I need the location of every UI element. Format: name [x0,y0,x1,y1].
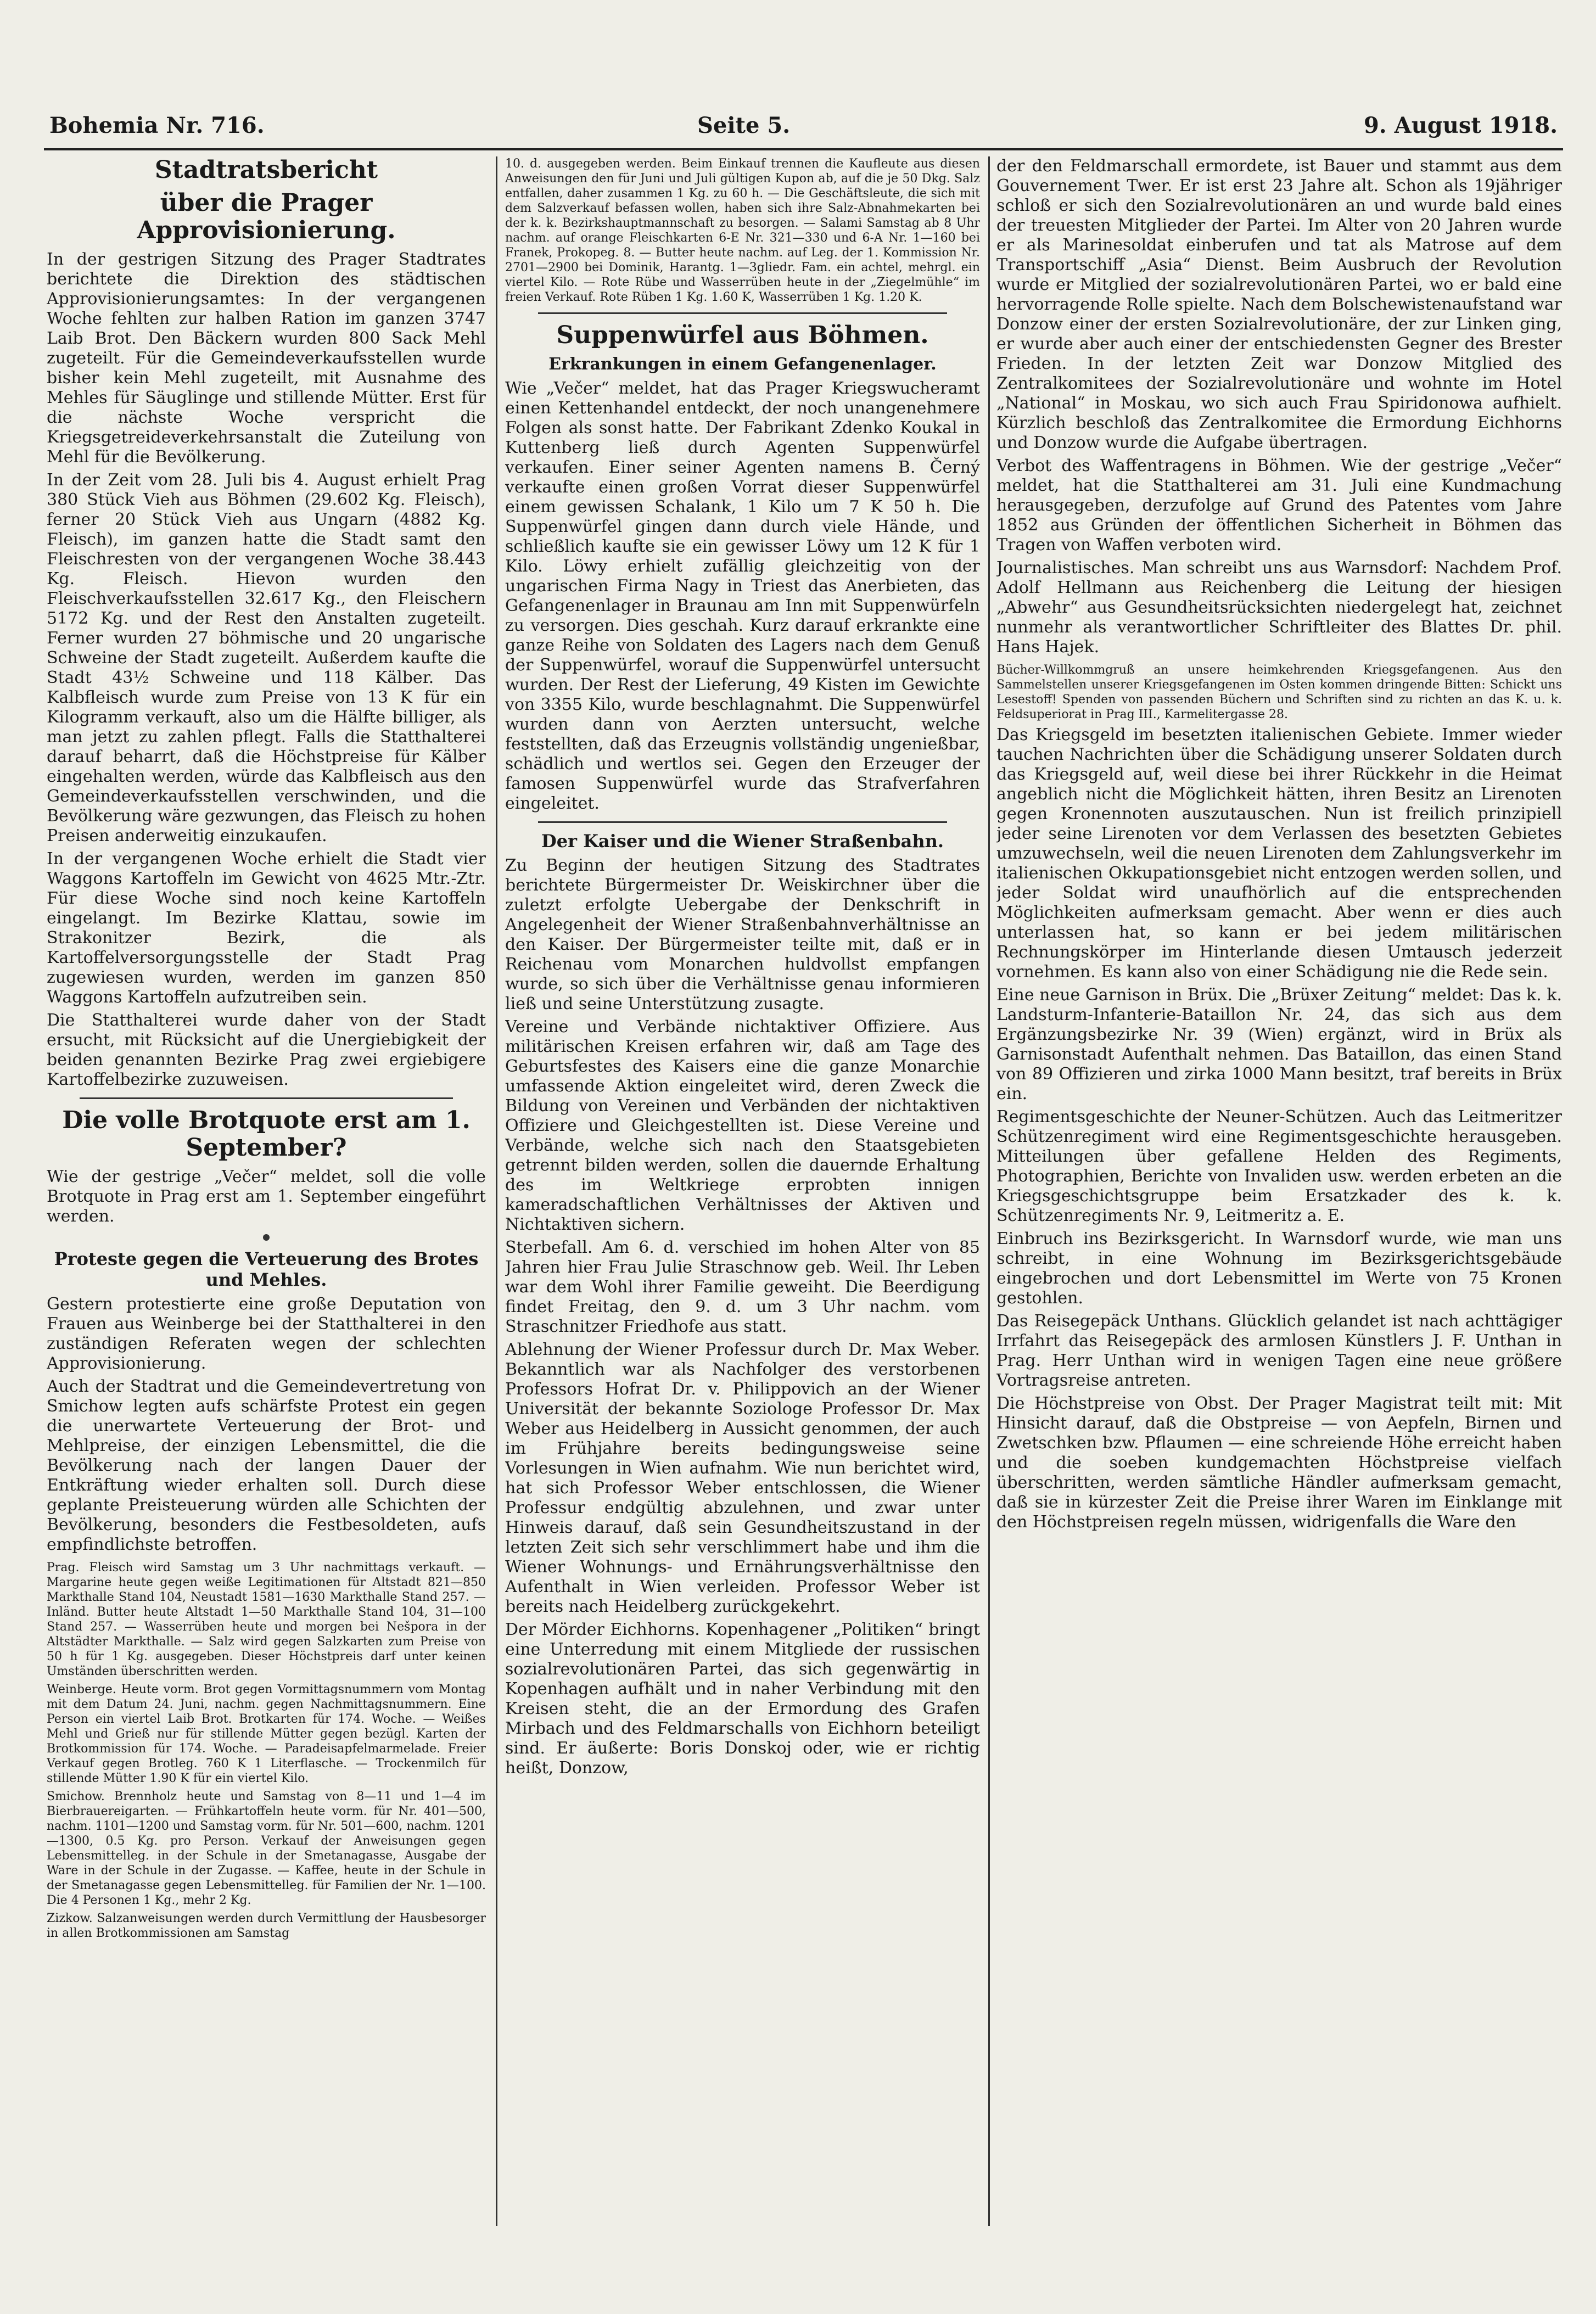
notice-paragraph: Weinberge. Heute vorm. Brot gegen Vormittagsnummern vom Montag mit dem Datum 24. Juni, nachm. gegen Nachmittagsnummern. Eine Person ein viertel Laib Brot. Brotkarten für 174. Woche. — Weißes Mehl und Grieß nur für stillende Mütter gegen bezügl. Karten der Brotkommission für 174. Woche. — Paradeisapfelmarmelade. Freier Verkauf gegen Brotleg. 760 K 1 Literflasche. — Trockenmilch für stillende Mütter 1.90 K für ein viertel Kilo. [47,1683,486,1785]
article-paragraph: Ablehnung der Wiener Professur durch Dr. Max Weber. Bekanntlich war als Nachfolger des verstorbenen Professors Hofrat Dr. v. Philippovich an der Wiener Universität der bekannte Soziologe Professor Dr. Max Weber aus Heidelberg in Aussicht genommen, der auch im Frühjahre bereits bedingungsweise seine Vorlesungen in Wien aufnahm. Wie nun berichtet wird, hat sich Professor Weber entschlossen, die Wiener Professur endgültig abzulehnen, und zwar unter Hinweis darauf, daß sein Gesundheitszustand in der letzten Zeit sich sehr verschlimmert habe und ihm die Wiener Wohnungs- und Ernährungsverhältnisse den Aufenthalt in Wien verleiden. Professor Weber ist bereits nach Heidelberg zurückgekehrt. [505,1340,980,1616]
headline-suppenwuerfel: Suppenwürfel aus Böhmen. [556,321,929,349]
column-3 [996,156,1562,2226]
article-paragraph: Zu Beginn der heutigen Sitzung des Stadtrates berichtete Bürgermeister Dr. Weiskirchner über die zuletzt erfolgte Uebergabe der Denkschrift in Angelegenheit der Wiener Straßenbahnverhältnisse an den Kaiser. Der Bürgermeister teilte mit, daß er in Reichenau vom Monarchen huldvollst empfangen wurde, so sich über die Verhältnisse genau informieren ließ und seine Unterstützung zusagte. [505,856,980,1013]
notices-block [47,1560,486,1941]
article-paragraph: Der Mörder Eichhorns. Kopenhagener „Politiken“ bringt eine Unterredung mit einem Mitgliede der russischen sozialrevolutionären Partei, das sich gegenwärtig in Kopenhagen aufhält und in naher Verbindung mit den Kreisen steht, die an der Ermordung des Grafen Mirbach und des Feldmarschalls von Eichhorn beteiligt sind. Er äußerte: Boris Donskoj oder, wie er richtig heißt, Donzow, [505,1620,980,1778]
article-paragraph: Die Höchstpreise von Obst. Der Prager Magistrat teilt mit: Mit Hinsicht darauf, daß die Obstpreise — von Aepfeln, Birnen und Zwetschken bzw. Pflaumen — eine schreiende Höhe erreicht haben und die soeben kundgemachten Höchstpreise vielfach überschritten, werden sämtliche Händler aufmerksam gemacht, daß sie in kürzester Zeit die Preise ihrer Waren im Einklange mit den Höchstpreisen regeln müssen, widrigenfalls die Ware den [996,1394,1562,1532]
header-rule [44,148,1563,150]
headline-approvisionierung: über die Prager Approvisionierung. [137,189,396,244]
column-divider [988,156,990,2226]
header-page-number: Seite 5. [697,113,791,138]
headline-proteste: Proteste gegen die Verteuerung des Brotes und Mehles. [54,1248,479,1290]
article-paragraph: Sterbefall. Am 6. d. verschied im hohen Alter von 85 Jahren hier Frau Julie Straschnow geb. Weil. Ihr Leben war dem Wohl ihrer Familie geweiht. Die Beerdigung findet Freitag, den 9. d. um 3 Uhr nachm. vom Straschnitzer Friedhofe aus statt. [505,1238,980,1336]
subheadline-erkrankungen: Erkrankungen in einem Gefangenenlager. [548,355,937,374]
article-paragraph: Einbruch ins Bezirksgericht. In Warnsdorf wurde, wie man uns schreibt, in eine Wohnung im Bezirksgerichtsgebäude eingebrochen und dort Lebensmittel im Werte von 75 Kronen gestohlen. [996,1229,1562,1308]
header-date: 9. August 1918. [1363,113,1558,138]
notice-paragraph: Zizkow. Salzanweisungen werden durch Vermittlung der Hausbesorger in allen Brotkommissionen am Samstag [47,1912,486,1940]
section-rule [538,821,947,823]
section-rule [538,312,947,314]
article-paragraph: Gestern protestierte eine große Deputation von Frauen aus Weinberge bei der Statthalterei in den zuständigen Referaten wegen der schlechten Approvisionierung. [47,1295,486,1373]
notice-paragraph: Bücher-Willkommgruß an unsere heimkehrenden Kriegsgefangenen. Aus den Sammelstellen unserer Kriegsgefangenen im Osten kommen dringende Bitten: Schickt uns Lesestoff! Spenden von passenden Büchern und Schriften sind zu richten an das K. u. k. Feldsuperiorat in Prag III., Karmelitergasse 28. [996,663,1562,721]
article-paragraph: Auch der Stadtrat und die Gemeindevertretung von Smichow legten aufs schärfste Protest ein gegen die unerwartete Verteuerung der Brot- und Mehlpreise, der einzigen Lebensmittel, die die Bevölkerung nach der langen Dauer der Entkräftung wieder erhalten soll. Durch diese geplante Preisteuerung würden alle Schichten der Bevölkerung, besonders die Festbesoldeten, aufs empfindlichste betroffen. [47,1377,486,1554]
notice-paragraph: 10. d. ausgegeben werden. Beim Einkauf trennen die Kaufleute aus diesen Anweisungen den für Juni und Juli gültigen Kupon ab, auf die je 50 Dkg. Salz entfallen, daher zusammen 1 Kg. zu 60 h. — Die Geschäftsleute, die sich mit dem Salzverkauf befassen wollen, haben sich ihre Salz-Abnahmekarten bei der k. k. Bezirkshauptmannschaft zu besorgen. — Salami Samstag ab 8 Uhr nachm. auf orange Fleischkarten 6-E Nr. 321—330 und 6-A Nr. 1—160 bei Franek, Prokopeg. 8. — Butter heute nachm. auf Leg. der 1. Kommission Nr. 2701—2900 bei Dominik, Harantg. 1—3gliedr. Fam. ein achtel, mehrgl. ein viertel Kilo. — Rote Rübe und Wasserrüben heute in der „Ziegelmühle“ im freien Verkauf. Rote Rüben 1 Kg. 1.60 K, Wasserrüben 1 Kg. 1.20 K. [505,157,980,304]
separator-dot [263,1234,270,1241]
header-issue: Bohemia Nr. 716. [49,113,265,138]
article-paragraph: Vereine und Verbände nichtaktiver Offiziere. Aus militärischen Kreisen erfahren wir, daß am Tage des Geburtsfestes des Kaisers eine die ganze Monarchie umfassende Aktion eingeleitet wird, deren Zweck die Bildung von Vereinen und Verbänden der nichtaktiven Offiziere und Gleichgestellten ist. Diese Vereine und Verbände, welche sich nach den Staatsgebieten getrennt bilden werden, sollen die dauernde Erhaltung des im Weltkriege erprobten innigen kameradschaftlichen Verhältnisses der Aktiven und Nichtaktiven sichern. [505,1017,980,1234]
headline-brotquote: Die volle Brotquote erst am 1. September? [62,1106,471,1162]
article-paragraph: Regimentsgeschichte der Neuner-Schützen. Auch das Leitmeritzer Schützenregiment wird eine Regimentsgeschichte herausgeben. Mitteilungen über gefallene Helden des Regiments, Photographien, Berichte von Invaliden usw. werden erbeten an die Kriegsgeschichtsgruppe beim Ersatzkader des k. k. Schützenregiments Nr. 9, Leitmeritz a. E. [996,1107,1562,1225]
article-paragraph: Das Kriegsgeld im besetzten italienischen Gebiete. Immer wieder tauchen Nachrichten über die Schädigung unserer Soldaten durch das Kriegsgeld auf, weil diese bei ihrer Rückkehr in die Heimat angeblich nicht die Möglichkeit hätten, ihren Besitz an Lirenoten gegen Kronennoten auszutauschen. Nun ist freilich prinzipiell jeder seine Lirenoten vor dem Verlassen des besetzten Gebietes umzuwechseln, weil die neuen Lirenoten dem Zahlungsverkehr im italienischen Okkupationsgebiet nicht entzogen werden sollen, und jeder Soldat wird unaufhörlich auf die entsprechenden Möglichkeiten aufmerksam gemacht. Aber wenn er dies auch unterlassen hat, so kann er bei jedem militärischen Rechnungskörper im Hinterlande diesen Umtausch jederzeit vornehmen. Es kann also von einer Schädigung nie die Rede sein. [996,725,1562,982]
headline-stadtratsbericht: Stadtratsbericht [154,156,378,184]
notice-paragraph: Prag. Fleisch wird Samstag um 3 Uhr nachmittags verkauft. — Margarine heute gegen weiße Legitimationen für Altstadt 821—850 Markthalle Stand 104, Neustadt 1581—1630 Markthalle Stand 257. — Inländ. Butter heute Altstadt 1—50 Markthalle Stand 104, 31—100 Stand 257. — Wasserrüben heute und morgen bei Nešpora in der Altstädter Markthalle. — Salz wird gegen Salzkarten zum Preise von 50 h für 1 Kg. ausgegeben. Dieser Höchstpreis darf unter keinen Umständen überschritten werden. [47,1561,486,1678]
article-paragraph: In der gestrigen Sitzung des Prager Stadtrates berichtete die Direktion des städtischen Approvisionierungsamtes: In der vergangenen Woche fehlten zur halben Ration im ganzen 3747 Laib Brot. Den Bäckern wurden 800 Sack Mehl zugeteilt. Für die Gemeindeverkaufsstellen wurde bisher kein Mehl zugeteilt, mit Ausnahme des Mehles für Säuglinge und stillende Mütter. Erst für die nächste Woche verspricht die Kriegsgetreideverkehrsanstalt die Zuteilung von Mehl für die Bevölkerung. [47,250,486,467]
article-paragraph: In der vergangenen Woche erhielt die Stadt vier Waggons Kartoffeln im Gewicht von 4625 Mtr.-Ztr. Für diese Woche sind noch keine Kartoffeln eingelangt. Im Bezirke Klattau, sowie im Strakonitzer Bezirk, die als Kartoffelversorgungsstelle der Stadt Prag zugewiesen wurden, werden im ganzen 850 Waggons Kartoffeln aufzutreiben sein. [47,849,486,1007]
headline-kaiser-strassenbahn: Der Kaiser und die Wiener Straßenbahn. [541,831,944,851]
article-paragraph: Verbot des Waffentragens in Böhmen. Wie der gestrige „Večer“ meldet, hat die Statthalterei am 31. Juli eine Kundmachung herausgegeben, derzufolge auf Grund des Patentes vom Jahre 1852 aus Gründen der öffentlichen Sicherheit in Böhmen das Tragen von Waffen verboten wird. [996,456,1562,554]
article-paragraph: Eine neue Garnison in Brüx. Die „Brüxer Zeitung“ meldet: Das k. k. Landsturm-Infanterie-Bataillon Nr. 24, das sich aus dem Ergänzungsbezirke Nr. 39 (Wien) ergänzt, wird in Brüx als Garnisonstadt Aufenthalt nehmen. Das Bataillon, das einen Stand von 89 Offizieren und zirka 1000 Mann besitzt, traf bereits in Brüx ein. [996,985,1562,1103]
notices-block [996,663,1562,722]
column-divider [496,156,497,2226]
article-paragraph: Wie „Večer“ meldet, hat das Prager Kriegswucheramt einen Kettenhandel entdeckt, der noch unangenehmere Folgen als sonst hatte. Der Fabrikant Zdenko Koukal in Kuttenberg ließ durch Agenten Suppenwürfel verkaufen. Einer seiner Agenten namens B. Černý verkaufte einen großen Vorrat dieser Suppenwürfel einem gewissen Schalank, 1 Kilo um 7 K 50 h. Die Suppenwürfel gingen dann durch viele Hände, und schließlich kaufte sie ein gewisser Löwy um 12 K für 1 Kilo. Löwy erhielt zufällig gleichzeitig von der ungarischen Firma Nagy in Triest das Anerbieten, das Gefangenenlager in Braunau am Inn mit Suppenwürfeln zu versorgen. Dies geschah. Kurz darauf erkrankte eine ganze Reihe von Soldaten des Lagers nach dem Genuß der Suppenwürfel, worauf die Suppenwürfel untersucht wurden. Der Rest der Lieferung, 49 Kisten im Gewichte von 3355 Kilo, wurde beschlagnahmt. Die Suppenwürfel wurden dann von Aerzten untersucht, welche feststellten, daß das Erzeugnis vollständig ungenießbar, schädlich und wertlos sei. Gegen den Erzeuger der famosen Suppenwürfel wurde das Strafverfahren eingeleitet. [505,379,980,813]
column-2 [505,156,980,2226]
article-paragraph: Journalistisches. Man schreibt uns aus Warnsdorf: Nachdem Prof. Adolf Hellmann aus Reichenberg die Leitung der hiesigen „Abwehr“ aus Gesundheitsrücksichten niedergelegt hat, zeichnet nunmehr als verantwortlicher Schriftleiter des Blattes Dr. phil. Hans Hajek. [996,558,1562,657]
notices-block [505,156,980,305]
article-paragraph: Wie der gestrige „Večer“ meldet, soll die volle Brotquote in Prag erst am 1. September eingeführt werden. [47,1167,486,1226]
article-paragraph: In der Zeit vom 28. Juli bis 4. August erhielt Prag 380 Stück Vieh aus Böhmen (29.602 Kg. Fleisch), ferner 20 Stück Vieh aus Ungarn (4882 Kg. Fleisch), im ganzen hatte die Stadt samt den Fleischresten von der vergangenen Woche 38.443 Kg. Fleisch. Hievon wurden den Fleischverkaufsstellen 32.617 Kg., den Fleischern 5172 Kg. und der Rest den Anstalten zugeteilt. Ferner wurden 27 böhmische und 20 ungarische Schweine der Stadt zugeteilt. Außerdem kaufte die Stadt 43½ Schweine und 118 Kälber. Das Kalbfleisch wurde zum Preise von 13 K für ein Kilogramm verkauft, also um die Hälfte billiger, als man jetzt zu zahlen pflegt. Falls die Statthalterei darauf beharrt, daß die Höchstpreise für Kälber eingehalten werden, würde das Kalbfleisch aus den Gemeindeverkaufsstellen verschwinden, und die Bevölkerung wäre gezwungen, das Fleisch zu hohen Preisen anderweitig einzukaufen. [47,470,486,845]
column-1 [47,156,486,2226]
article-paragraph: der den Feldmarschall ermordete, ist Bauer und stammt aus dem Gouvernement Twer. Er ist erst 23 Jahre alt. Schon als 19jähriger schloß er sich den Sozialrevolutionären an und wurde bald eines der treuesten Mitglieder der Partei. Im Alter von 20 Jahren wurde er als Marinesoldat einberufen und tat als Matrose auf dem Transportschiff „Asia“ Dienst. Beim Ausbruch der Revolution wurde er Mitglied der sozialrevolutionären Partei, wo er bald eine hervorragende Rolle spielte. Nach dem Bolschewistenaufstand war Donzow einer der ersten Sozialrevolutionäre, der zur Linken ging, er wurde aber auch einer der entschiedensten Gegner des Brester Frieden. In der letzten Zeit war Donzow Mitglied des Zentralkomitees der Sozialrevolutionäre und wohnte im Hotel „National“ in Moskau, wo sich auch Frau Spiridonowa aufhielt. Kürzlich beschloß das Zentralkomitee die Ermordung Eichhorns und Donzow wurde die Aufgabe übertragen. [996,156,1562,452]
section-rule [80,1097,453,1099]
article-paragraph: Das Reisegepäck Unthans. Glücklich gelandet ist nach achttägiger Irrfahrt das Reisegepäck des armlosen Künstlers J. F. Unthan in Prag. Herr Unthan wird in wenigen Tagen eine neue größere Vortragsreise antreten. [996,1312,1562,1390]
notice-paragraph: Smichow. Brennholz heute und Samstag von 8—11 und 1—4 im Bierbrauereigarten. — Frühkartoffeln heute vorm. für Nr. 401—500, nachm. 1101—1200 und Samstag vorm. für Nr. 501—600, nachm. 1201—1300, 0.5 Kg. pro Person. Verkauf der Anweisungen gegen Lebensmittelleg. in der Schule in der Smetanagasse, Ausgabe der Ware in der Schule in der Zugasse. — Kaffee, heute in der Schule in der Smetanagasse gegen Lebensmittelleg. für Familien der Nr. 1—100. Die 4 Personen 1 Kg., mehr 2 Kg. [47,1790,486,1907]
article-paragraph: Die Statthalterei wurde daher von der Stadt ersucht, mit Rücksicht auf die Unergiebigkeit der beiden genannten Bezirke Prag zwei ergiebigere Kartoffelbezirke zuzuweisen. [47,1011,486,1089]
